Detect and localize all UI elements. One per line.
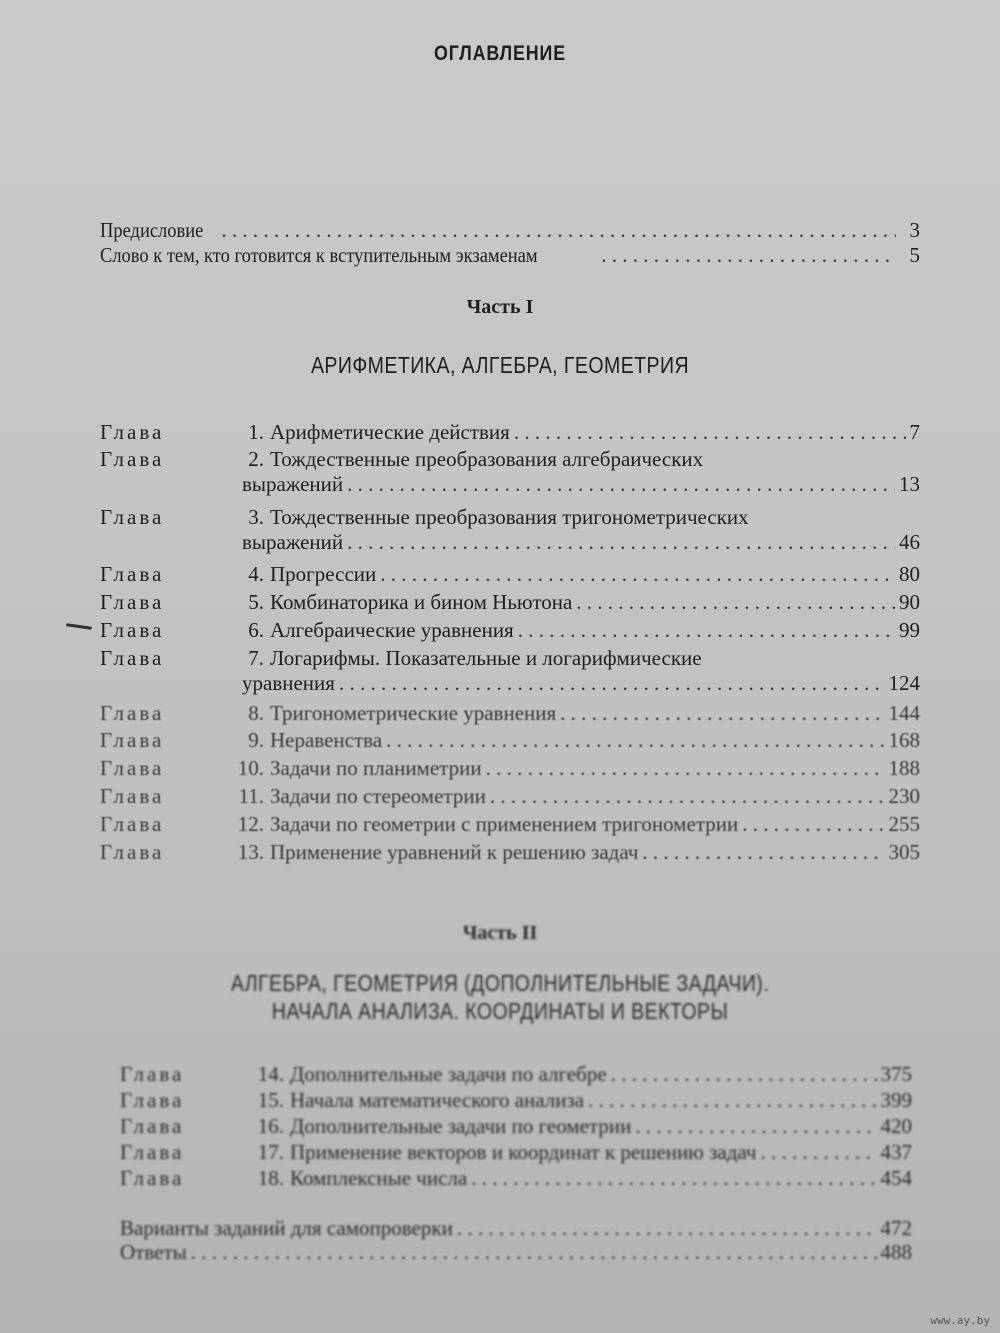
chapter-number: 18. [257,1166,284,1190]
entry-page: 488 [880,1240,912,1264]
chapter-title: Логарифмы. Показательные и логарифмические [270,646,702,670]
chapter-number: 9. [248,728,264,752]
chapter-title: Тождественные преобразования тригонометрических [270,505,749,529]
chapter-number: 8. [248,701,264,725]
entry-page: 5 [909,243,920,267]
chapter-page: 144 [888,701,920,725]
chapter-1 [100,420,920,445]
chapter-page: 420 [880,1114,912,1138]
chapter-title: Арифметические действия [270,420,510,444]
chapter-page: 399 [880,1088,912,1112]
chapter-number: 2. [248,447,264,471]
chapter-9 [100,728,920,753]
chapter-page: 7 [909,420,920,444]
chapter-prefix: Глава [100,618,165,642]
chapter-prefix: Глава [100,590,165,614]
chapter-prefix: Глава [100,756,165,780]
leader-dots [760,1140,876,1165]
chapter-page: 230 [888,784,920,808]
chapter-16 [120,1114,912,1139]
chapter-title: Задачи по планиметрии [270,756,482,780]
chapter-18 [120,1166,912,1191]
chapter-title-continued: выражений [242,530,344,554]
chapter-title: Дополнительные задачи по алгебре [290,1062,607,1086]
chapter-number: 4. [248,562,264,586]
page-title: ОГЛАВЛЕНИЕ [434,42,566,65]
entry-label: Предисловие [100,218,204,242]
chapter-prefix: Глава [120,1088,185,1112]
chapter-prefix: Глава [100,812,165,836]
part-2-title-line-2: НАЧАЛА АНАЛИЗА. КООРДИНАТЫ И ВЕКТОРЫ [271,998,729,1024]
leader-dots [601,243,896,268]
chapter-3 [100,505,920,555]
leader-dots [635,1114,876,1139]
entry-label: Варианты заданий для самопроверки [120,1216,453,1240]
chapter-title: Комплексные числа [290,1166,468,1190]
chapter-page: 124 [888,671,920,695]
chapter-prefix: Глава [100,840,165,864]
chapter-14 [120,1062,912,1087]
entry-label: Ответы [120,1240,187,1264]
chapter-page: 46 [899,530,920,554]
chapter-11 [100,784,920,809]
chapter-title-continued: выражений [242,472,344,496]
chapter-2 [100,447,920,497]
chapter-number: 10. [237,756,264,780]
leader-dots [486,756,885,781]
chapter-prefix: Глава [100,784,165,808]
leader-dots [221,218,896,243]
chapter-number: 15. [257,1088,284,1112]
toc-entry-answers [120,1240,912,1265]
chapter-title: Задачи по стереометрии [270,784,486,808]
chapter-title: Комбинаторика и бином Ньютона [270,590,573,614]
chapter-number: 14. [257,1062,284,1086]
chapter-page: 437 [880,1140,912,1164]
chapter-6 [100,618,920,643]
chapter-page: 375 [880,1062,912,1086]
chapter-number: 3. [248,505,264,529]
part-1-title: АРИФМЕТИКА, АЛГЕБРА, ГЕОМЕТРИЯ [310,352,690,378]
chapter-page: 454 [880,1166,912,1190]
leader-dots [490,784,885,809]
chapter-title: Дополнительные задачи по геометрии [290,1114,632,1138]
chapter-prefix: Глава [100,447,165,471]
chapter-5 [100,590,920,615]
chapter-number: 12. [237,812,264,836]
chapter-prefix: Глава [100,728,165,752]
chapter-page: 13 [899,472,920,496]
chapter-13 [100,840,920,865]
chapter-page: 255 [888,812,920,836]
leader-dots [514,420,906,445]
leader-dots [339,671,885,696]
chapter-15 [120,1088,912,1113]
chapter-title: Задачи по геометрии с применением тригонометрии [270,812,739,836]
leader-dots [560,701,884,726]
entry-page: 3 [909,218,920,242]
part-2-title-line-1: АЛГЕБРА, ГЕОМЕТРИЯ (ДОПОЛНИТЕЛЬНЫЕ ЗАДАЧИ). [230,970,770,996]
leader-dots [386,728,884,753]
chapter-prefix: Глава [100,420,165,444]
chapter-prefix: Глава [120,1166,185,1190]
chapter-8 [100,701,920,726]
leader-dots [380,562,895,587]
chapter-number: 1. [248,420,264,444]
leader-dots [576,590,895,615]
pen-mark [66,623,92,630]
chapter-number: 6. [248,618,264,642]
toc-entry-preface [100,218,920,243]
leader-dots [642,840,884,865]
chapter-prefix: Глава [100,562,165,586]
leader-dots [191,1240,877,1265]
chapter-prefix: Глава [120,1062,185,1086]
toc-entry-foreword [100,243,920,268]
chapter-4 [100,562,920,587]
chapter-page: 99 [899,618,920,642]
chapter-title: Тождественные преобразования алгебраических [270,447,704,471]
part-2-heading: Часть II [462,922,538,944]
leader-dots [471,1166,876,1191]
chapter-title: Применение уравнений к решению задач [270,840,639,864]
chapter-title: Тригонометрические уравнения [270,701,557,725]
entry-page: 472 [880,1216,912,1240]
chapter-prefix: Глава [100,505,165,529]
chapter-prefix: Глава [100,701,165,725]
chapter-prefix: Глава [120,1140,185,1164]
watermark: www.ay.by [930,1314,990,1327]
chapter-title: Применение векторов и координат к решению задач [290,1140,757,1164]
chapter-number: 5. [248,590,264,614]
leader-dots [347,530,895,555]
chapter-title: Начала математического анализа [290,1088,585,1112]
leader-dots [611,1062,877,1087]
leader-dots [518,618,895,643]
part-1-heading: Часть I [466,296,534,318]
chapter-number: 16. [257,1114,284,1138]
chapter-page: 80 [899,562,920,586]
chapter-title-continued: уравнения [242,671,335,695]
chapter-page: 188 [888,756,920,780]
chapter-prefix: Глава [100,646,165,670]
entry-label: Слово к тем, кто готовится к вступительным экзаменам [100,243,538,267]
chapter-number: 17. [257,1140,284,1164]
chapter-page: 168 [888,728,920,752]
chapter-12 [100,812,920,837]
chapter-10 [100,756,920,781]
chapter-page: 90 [899,590,920,614]
chapter-title: Неравенства [270,728,383,752]
chapter-page: 305 [888,840,920,864]
toc-entry-self-check [120,1216,912,1241]
leader-dots [457,1216,877,1241]
leader-dots [347,472,895,497]
chapter-number: 7. [248,646,264,670]
leader-dots [588,1088,876,1113]
chapter-title: Прогрессии [270,562,377,586]
chapter-17 [120,1140,912,1165]
chapter-title: Алгебраические уравнения [270,618,514,642]
chapter-number: 11. [238,784,264,808]
chapter-7 [100,646,920,696]
chapter-prefix: Глава [120,1114,185,1138]
leader-dots [742,812,884,837]
chapter-number: 13. [237,840,264,864]
